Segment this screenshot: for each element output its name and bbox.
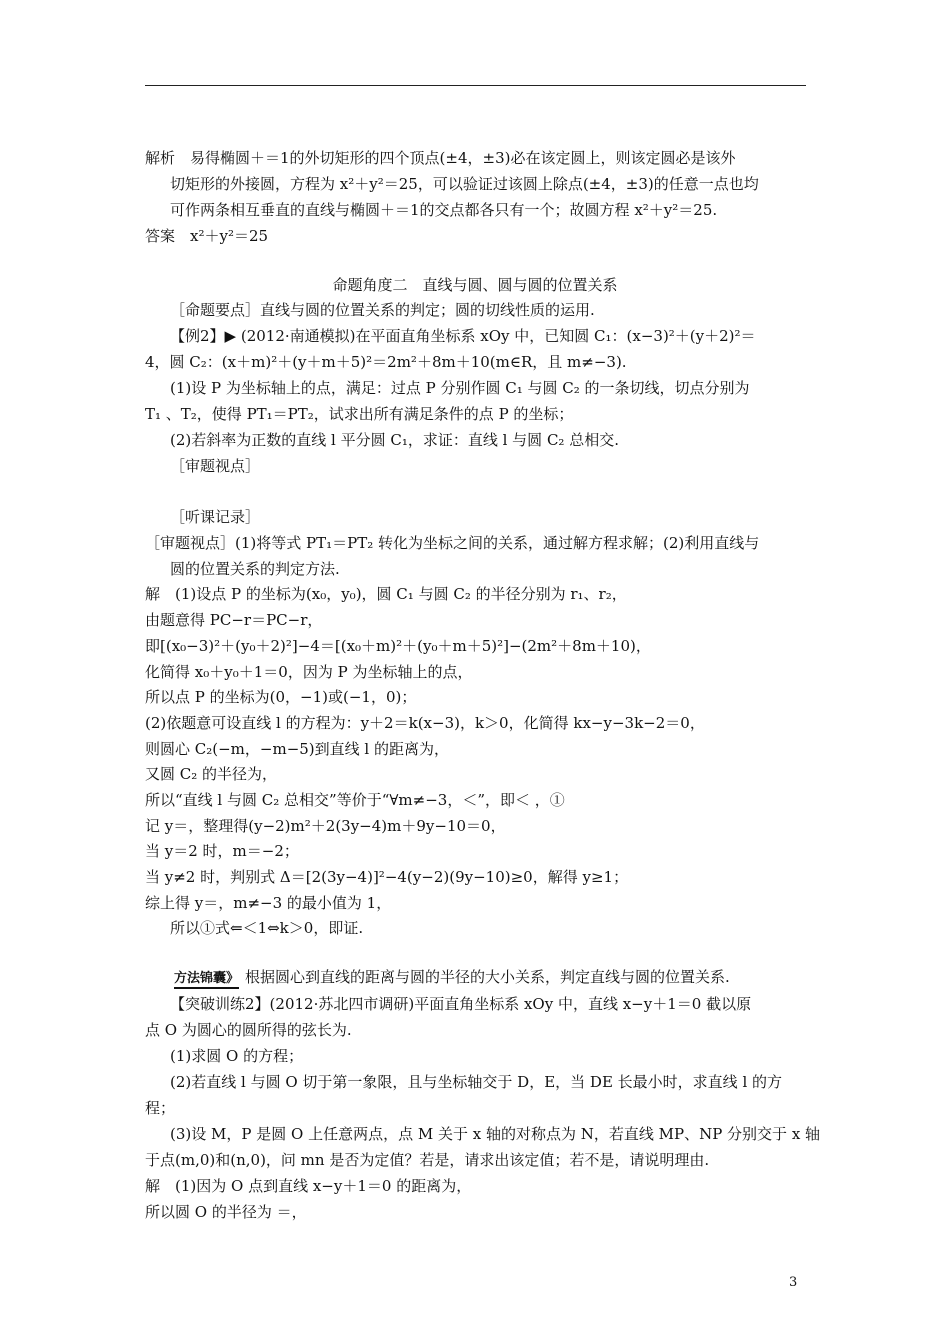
training-line-1: 【突破训练2】(2012·苏北四市调研)平面直角坐标系 xOy 中，直线 x−y＋1＝0 截以原 [170,995,752,1013]
solution-line-4: 化简得 x₀＋y₀＋1＝0，因为 P 为坐标轴上的点， [145,663,473,681]
solution-line-5: 所以点 P 的坐标为(0，−1)或(−1，0)； [145,688,417,706]
analysis-line-1: 解析 易得椭圆＋＝1的外切矩形的四个顶点(±4，±3)必在该定圆上，则该定圆必是该外 [145,149,736,167]
solution-line-10: 记 y＝，整理得(y−2)m²＋2(3y−4)m＋9y−10＝0， [145,817,506,835]
solution-line-6: (2)依题意可设直线 l 的方程为：y＋2＝k(x−3)，k＞0，化简得 kx−y−3k−2＝0， [145,714,705,732]
method-badge: 方法锦囊》 [174,971,239,989]
method-tip [174,967,730,989]
review-viewpoint-heading: ［审题视点］ [170,457,261,475]
example-line-4: T₁ 、T₂，使得 PT₁＝PT₂，试求出所有满足条件的点 P 的坐标； [145,405,574,423]
lecture-notes-heading: ［听课记录］ [170,508,261,526]
training-line-6: (3)设 M，P 是圆 O 上任意两点，点 M 关于 x 轴的对称点为 N，若直线 MP、NP 分别交于 x 轴 [170,1125,821,1143]
example-line-3: (1)设 P 为坐标轴上的点，满足：过点 P 分别作圆 C₁ 与圆 C₂ 的一条切线，切点分别为 [170,379,750,397]
training-line-5: 程； [145,1099,176,1117]
solution-line-7: 则圆心 C₂(−m，−m−5)到直线 l 的距离为， [145,740,449,758]
example-line-5: (2)若斜率为正数的直线 l 平分圆 C₁，求证：直线 l 与圆 C₂ 总相交. [170,431,619,449]
method-text: 根据圆心到直线的距离与圆的半径的大小关系，判定直线与圆的位置关系. [245,968,730,986]
page-number: 3 [789,1275,798,1290]
training-line-8: 解 (1)因为 O 点到直线 x−y＋1＝0 的距离为， [145,1177,472,1195]
solution-line-13: 综上得 y＝，m≠−3 的最小值为 1， [145,894,392,912]
viewpoint-line-1: ［审题视点］(1)将等式 PT₁＝PT₂ 转化为坐标之间的关系，通过解方程求解；(2)利用直线与 [145,534,760,552]
header-rule [145,85,806,86]
solution-line-11: 当 y＝2 时，m＝−2； [145,842,299,860]
answer-line: 答案 x²＋y²＝25 [145,227,269,245]
solution-line-14: 所以①式⇐＜1⇔k＞0，即证. [170,919,364,937]
example-line-2: 4，圆 C₂：(x＋m)²＋(y＋m＋5)²＝2m²＋8m＋10(m∈R，且 m≠−3). [145,353,627,371]
training-line-9: 所以圆 O 的半径为 ＝， [145,1203,307,1221]
key-point-line: ［命题要点］直线与圆的位置关系的判定；圆的切线性质的运用. [170,301,595,319]
training-line-2: 点 O 为圆心的圆所得的弦长为. [145,1021,352,1039]
example-line-1: 【例2】▶ (2012·南通模拟)在平面直角坐标系 xOy 中，已知圆 C₁：(x−3)²＋(y＋2)²＝ [170,327,756,345]
section-title: 命题角度二 直线与圆、圆与圆的位置关系 [332,276,618,294]
solution-line-3: 即[(x₀−3)²＋(y₀＋2)²]−4＝[(x₀＋m)²＋(y₀＋m＋5)²]−(2m²＋8m＋10)， [145,637,651,655]
solution-line-8: 又圆 C₂ 的半径为， [145,765,278,783]
training-line-7: 于点(m,0)和(n,0)，问 mn 是否为定值？若是，请求出该定值；若不是，请说明理由. [145,1151,710,1169]
solution-line-12: 当 y≠2 时，判别式 Δ＝[2(3y−4)]²−4(y−2)(9y−10)≥0，解得 y≥1； [145,868,629,886]
analysis-line-2: 切矩形的外接圆，方程为 x²＋y²＝25，可以验证过该圆上除点(±4，±3)的任意一点也均 [170,175,759,193]
solution-line-9: 所以“直线 l 与圆 C₂ 总相交”等价于“∀m≠−3，＜”，即＜ ，① [145,791,565,809]
solution-line-2: 由题意得 PC−r＝PC−r， [145,611,323,629]
viewpoint-line-2: 圆的位置关系的判定方法. [170,560,340,578]
training-line-3: (1)求圆 O 的方程； [170,1047,304,1065]
solution-line-1: 解 (1)设点 P 的坐标为(x₀，y₀)，圆 C₁ 与圆 C₂ 的半径分别为 r₁、r₂， [145,585,627,603]
analysis-line-3: 可作两条相互垂直的直线与椭圆＋＝1的交点都各只有一个；故圆方程 x²＋y²＝25. [170,201,718,219]
training-line-4: (2)若直线 l 与圆 O 切于第一象限，且与坐标轴交于 D，E，当 DE 长最小时，求直线 l 的方 [170,1073,783,1091]
